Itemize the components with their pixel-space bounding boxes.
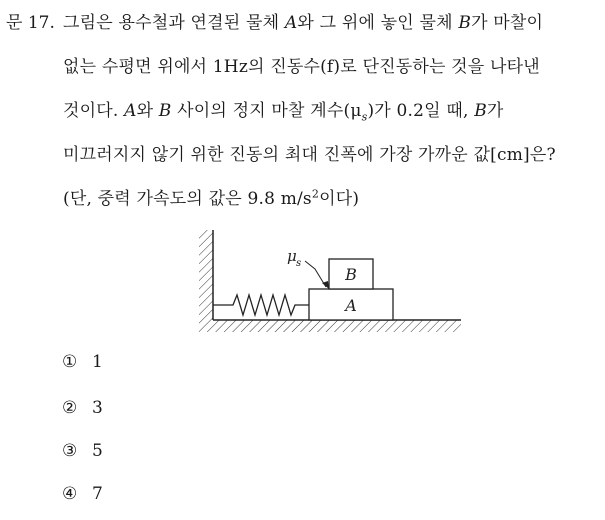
question-line-4: 미끄러지지 않기 위한 진동의 최대 진폭에 가장 가까운 값[cm]은? xyxy=(63,145,556,165)
choice-marker: ② xyxy=(62,398,78,418)
object-b-symbol: B xyxy=(458,13,472,33)
object-a-symbol: A xyxy=(284,13,298,33)
question-number: 문 17. xyxy=(6,13,55,33)
choice-marker: ③ xyxy=(62,441,78,461)
mu-subscript: s xyxy=(361,110,368,124)
choice-1[interactable] xyxy=(62,352,103,372)
text-fragment: 가 마찰이 xyxy=(471,13,544,33)
question-line-5 xyxy=(63,184,359,209)
floor-hatch xyxy=(199,320,461,332)
block-a-label: A xyxy=(345,296,357,315)
text-fragment: 이다) xyxy=(319,189,360,209)
exponent: 2 xyxy=(311,187,320,201)
choice-value: 1 xyxy=(92,352,103,372)
choice-2[interactable] xyxy=(62,398,103,418)
text-fragment: (단, 중력 가속도의 값은 9.8 m/s xyxy=(63,189,312,209)
choice-value: 7 xyxy=(92,484,103,504)
text-fragment: 사이의 정지 마찰 계수(μ xyxy=(171,101,362,121)
choice-value: 3 xyxy=(92,398,103,418)
mu-label: μ xyxy=(287,247,297,265)
text-fragment: )가 0.2일 때, xyxy=(367,101,475,121)
mu-subscript-label: s xyxy=(296,258,302,269)
diagram-svg xyxy=(195,225,465,340)
choice-marker: ① xyxy=(62,352,78,372)
choice-value: 5 xyxy=(92,441,103,461)
choice-marker: ④ xyxy=(62,484,78,504)
text-fragment: 와 xyxy=(136,101,159,121)
choice-3[interactable] xyxy=(62,441,103,461)
choice-4[interactable] xyxy=(62,484,103,504)
object-b-symbol: B xyxy=(474,101,487,121)
question-line-3 xyxy=(63,96,504,123)
question-line-2: 없는 수평면 위에서 1Hz의 진동수(f)로 단진동하는 것을 나타낸 xyxy=(63,57,540,77)
text-fragment: 가 xyxy=(486,101,504,121)
object-a-symbol: A xyxy=(124,101,137,121)
question-line-1 xyxy=(63,8,543,33)
spring xyxy=(213,295,309,315)
block-b-label: B xyxy=(345,265,357,284)
spring-block-diagram xyxy=(195,225,465,344)
object-b-symbol: B xyxy=(158,101,172,121)
text-fragment: 그림은 용수철과 연결된 물체 xyxy=(63,13,285,33)
text-fragment: 와 그 위에 놓인 물체 xyxy=(297,13,459,33)
text-fragment: 것이다. xyxy=(63,101,125,121)
wall-hatch xyxy=(199,230,213,320)
